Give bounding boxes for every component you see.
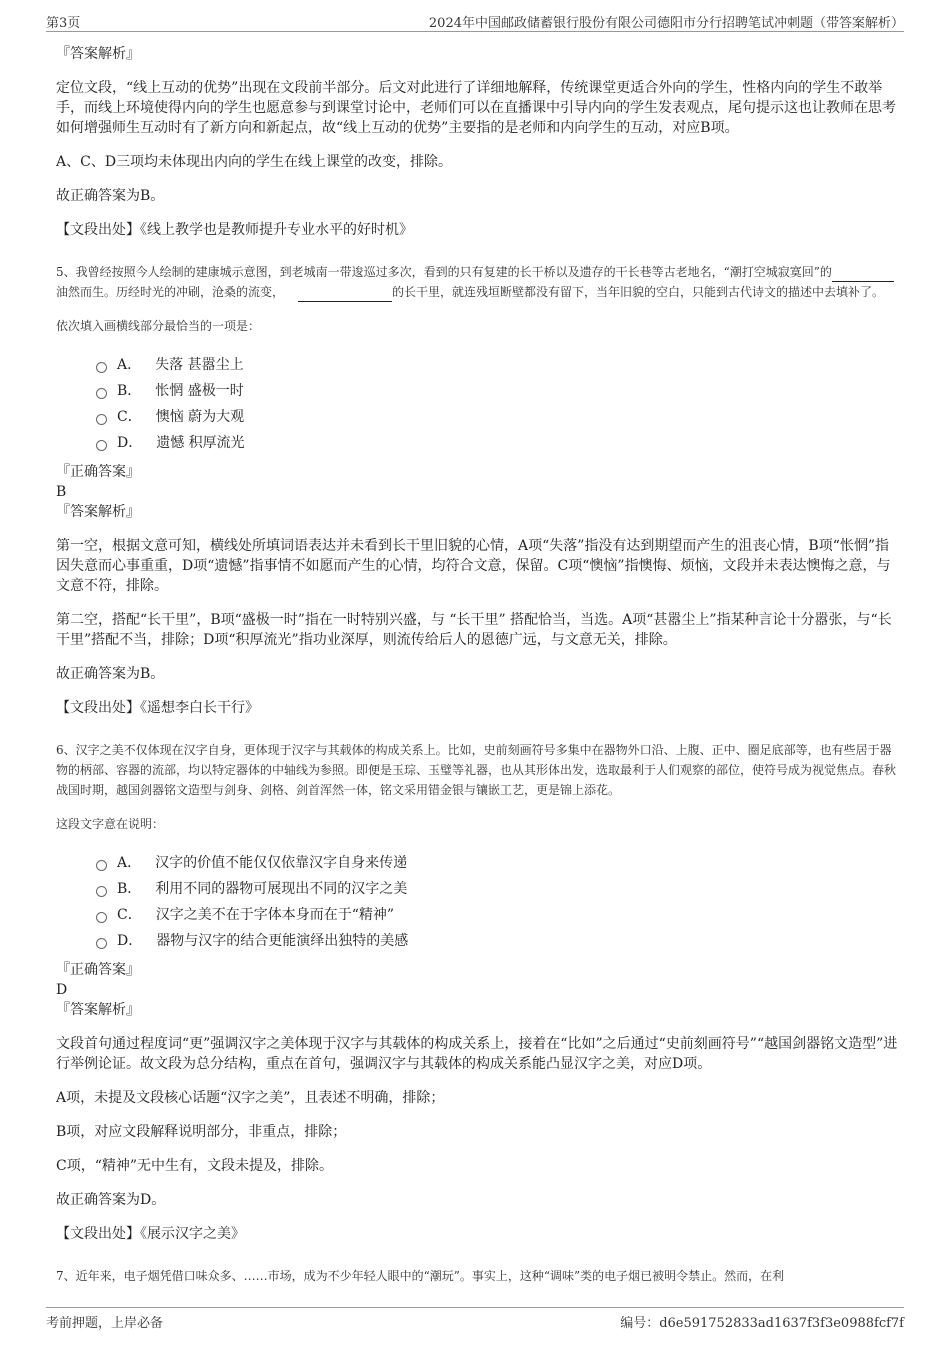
header-divider (46, 31, 904, 32)
option-key: C． (117, 907, 142, 923)
radio-icon[interactable] (96, 938, 107, 949)
option-key: B． (117, 383, 142, 399)
question-5-text-b: 油然而生。历经时光的冲刷，沧桑的流变， (56, 285, 285, 299)
question-5-options (56, 352, 902, 456)
source-citation: 【文段出处】《展示汉字之美》 (56, 1226, 245, 1242)
analysis-paragraph: 故正确答案为D。 (56, 1192, 166, 1208)
analysis-paragraph: 文段首句通过程度词“更”强调汉字之美体现于汉字与其载体的构成关系上，接着在“比如”之后通过“史前刻画符号”“越国剑器铭文造型”进行举例论证。故文段为总分结构，重点在首句，强调汉字与其载体的构成关系能凸显汉字之美，对应D项。 (56, 1036, 898, 1072)
option-text: 器物与汉字的结合更能演绎出独特的美感 (156, 933, 409, 949)
fill-blank-1 (832, 267, 894, 282)
document-id: 编号：d6e591752833ad1637f3f3e0988fcf7f (620, 1316, 904, 1331)
option-key: D． (117, 435, 143, 451)
option-key: D． (117, 933, 143, 949)
analysis-paragraph: 第二空，搭配“长干里”，B项“盛极一时”指在一时特别兴盛，与 “长干里” 搭配恰当，当选。A项“甚嚣尘上”指某种言论十分嚣张，与“长干里”搭配不当，排除；D项“积厚流光”指功业深厚，则流传给后人的恩德广远，与文意无关，排除。 (56, 612, 892, 648)
option-text: 懊恼 蔚为大观 (155, 409, 245, 425)
analysis-label: 『答案解析』 (56, 504, 140, 520)
option-c[interactable] (96, 404, 902, 430)
option-b[interactable] (96, 378, 902, 404)
radio-icon[interactable] (96, 362, 107, 373)
analysis-paragraph: A项，未提及文段核心话题“汉字之美”，且表述不明确，排除； (56, 1090, 445, 1106)
source-citation: 【文段出处】《线上教学也是教师提升专业水平的好时机》 (56, 222, 413, 238)
option-text: 汉字之美不在于字体本身而在于“精神” (155, 907, 395, 923)
option-text: 汉字的价值不能仅仅依靠汉字自身来传递 (155, 855, 408, 871)
page-header (46, 12, 904, 32)
option-text: 失落 甚嚣尘上 (155, 357, 244, 373)
correct-answer: D (56, 982, 68, 998)
question-6-prompt: 这段文字意在说明： (56, 817, 165, 831)
option-d[interactable] (96, 928, 902, 954)
option-key: B． (117, 881, 142, 897)
document-body (56, 44, 902, 1299)
footer-slogan: 考前押题，上岸必备 (46, 1316, 164, 1331)
document-title: 2024年中国邮政储蓄银行股份有限公司德阳市分行招聘笔试冲刺题（带答案解析） (428, 16, 904, 31)
question-5-stem (56, 262, 902, 302)
question-5-text-a: 5、我曾经按照今人绘制的建康城示意图，到老城南一带逡巡过多次，看到的只有复建的长干桥以及遗存的干长巷等古老地名，“潮打空城寂寞回”的 (56, 265, 832, 279)
question-5-text-c: 的长干里，就连残垣断壁都没有留下，当年旧貌的空白，只能到古代诗文的描述中去填补了。 (392, 285, 885, 299)
question-5-prompt: 依次填入画横线部分最恰当的一项是： (56, 319, 261, 333)
option-key: A． (117, 357, 142, 373)
question-6-stem: 6、汉字之美不仅体现在汉字自身，更体现于汉字与其载体的构成关系上。比如，史前刻画符号多集中在器物外口沿、上腹、正中、圈足底部等，也有些居于器物的柄部、容器的流部，均以特定器体的中轴线为参照。即便是玉琮、玉璧等礼器，也从其形体出发，选取最利于人们观察的部位，使符号成为视觉焦点。春秋战国时期，越国剑器铭文造型与剑身、剑格、剑首浑然一体，铭文采用错金银与镶嵌工艺，更是锦上添花。 (56, 743, 897, 797)
radio-icon[interactable] (96, 912, 107, 923)
analysis-paragraph: 故正确答案为B。 (56, 188, 165, 204)
correct-answer-label: 『正确答案』 (56, 962, 140, 978)
analysis-paragraph: 故正确答案为B。 (56, 666, 165, 682)
option-key: C． (117, 409, 142, 425)
analysis-label: 『答案解析』 (56, 46, 140, 62)
option-a[interactable] (96, 850, 902, 876)
question-7-stem: 7、近年来，电子烟凭借口味众多、……市场，成为不少年轻人眼中的“潮玩”。事实上，这种“调味”类的电子烟已被明令禁止。然而，在利 (56, 1269, 785, 1283)
option-text: 遗憾 积厚流光 (156, 435, 245, 451)
option-b[interactable] (96, 876, 902, 902)
option-d[interactable] (96, 430, 902, 456)
correct-answer-label: 『正确答案』 (56, 464, 140, 480)
fill-blank-2 (298, 287, 392, 302)
question-6-options (56, 850, 902, 954)
footer-divider (46, 1307, 904, 1308)
correct-answer: B (56, 484, 67, 500)
option-text: 利用不同的器物可展现出不同的汉字之美 (155, 881, 408, 897)
radio-icon[interactable] (96, 388, 107, 399)
option-a[interactable] (96, 352, 902, 378)
analysis-label: 『答案解析』 (56, 1002, 140, 1018)
option-key: A． (117, 855, 142, 871)
radio-icon[interactable] (96, 440, 107, 451)
source-citation: 【文段出处】《遥想李白长干行》 (56, 700, 259, 716)
radio-icon[interactable] (96, 860, 107, 871)
analysis-paragraph: 定位文段，“线上互动的优势”出现在文段前半部分。后文对此进行了详细地解释，传统课堂更适合外向的学生，性格内向的学生不敢举手，而线上环境使得内向的学生也愿意参与到课堂讨论中，老师们可以在直播课中引导内向的学生发表观点，尾句提示这也让教师在思考如何增强师生互动时有了新方向和新起点，故“线上互动的优势”主要指的是老师和内向学生的互动，对应B项。 (56, 80, 896, 136)
page-number: 第3页 (46, 16, 81, 31)
radio-icon[interactable] (96, 414, 107, 425)
option-text: 怅惘 盛极一时 (155, 383, 244, 399)
option-c[interactable] (96, 902, 902, 928)
radio-icon[interactable] (96, 886, 107, 897)
analysis-paragraph: A、C、D三项均未体现出内向的学生在线上课堂的改变，排除。 (56, 154, 453, 170)
analysis-paragraph: B项，对应文段解释说明部分，非重点，排除； (56, 1124, 347, 1140)
analysis-paragraph: 第一空，根据文意可知，横线处所填词语表达并未看到长干里旧貌的心情，A项“失落”指没有达到期望而产生的沮丧心情，B项“怅惘”指因失意而心事重重，D项“遗憾”指事情不如愿而产生的心情，均符合文意，保留。C项“懊恼”指懊悔、烦恼，文段并未表达懊悔之意，与文意不符，排除。 (56, 538, 891, 594)
analysis-paragraph: C项，“精神”无中生有，文段未提及，排除。 (56, 1158, 334, 1174)
